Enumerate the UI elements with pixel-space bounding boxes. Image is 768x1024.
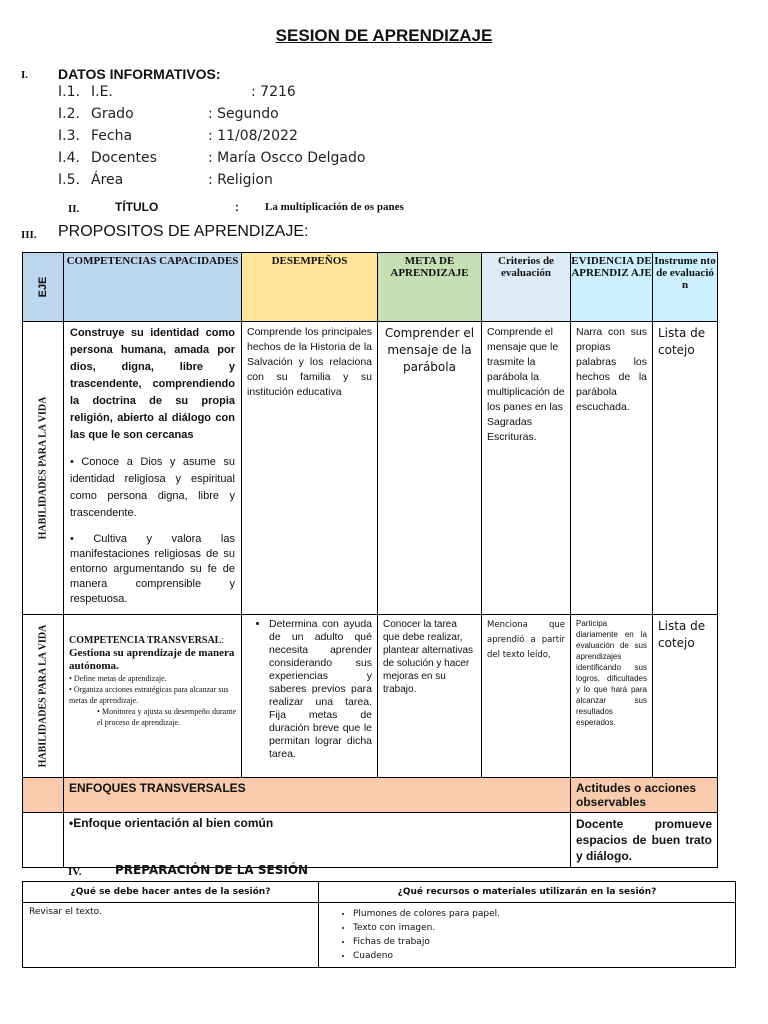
info-value: : Segundo bbox=[208, 106, 279, 122]
info-label: Área bbox=[91, 172, 124, 188]
title-label: TÍTULO bbox=[115, 200, 159, 214]
prep-header-row bbox=[23, 882, 736, 903]
header-evidencia: EVIDENCIA DE APRENDIZ AJE bbox=[571, 253, 653, 322]
title-colon: : bbox=[235, 200, 239, 214]
capacidad-item: • Conoce a Dios y asume su identidad religiosa y espiritual como persona digna, libre y trascendente. bbox=[70, 456, 235, 519]
capacidad-item: • Monitorea y ajusta su desempeño durante el proceso de aprendizaje. bbox=[97, 707, 236, 727]
info-code: I.5. bbox=[58, 172, 80, 188]
info-row-docentes bbox=[58, 150, 458, 172]
evidencia-cell: Participa diariamente en la evaluación de sus aprendizajes identificando sus logros, dificultades y lo que hará para alcanzar sus resultados esperados. bbox=[571, 615, 653, 778]
meta-cell: Comprender el mensaje de la parábola bbox=[378, 322, 482, 615]
info-value: : María Oscco Delgado bbox=[208, 150, 366, 166]
enfoques-empty bbox=[23, 813, 64, 868]
enfoques-corner bbox=[23, 778, 64, 813]
prep-recursos-cell bbox=[319, 903, 736, 968]
competencia-cell bbox=[64, 322, 242, 615]
enfoques-header: ENFOQUES TRANSVERSALES bbox=[64, 778, 571, 813]
prep-row bbox=[23, 903, 736, 968]
list-item: • Texto con imagen. bbox=[353, 921, 729, 935]
desempeno-cell: Comprende los principales hechos de la Historia de la Salvación y los relaciona con su familia y su institución educativa bbox=[242, 322, 378, 615]
section-heading: PREPARACIÓN DE LA SESIÓN bbox=[115, 863, 309, 877]
info-code: I.4. bbox=[58, 150, 80, 166]
capacidad-item: • Cultiva y valora las manifestaciones religiosas de su entorno argumentando su fe de manera comprensible y respetuosa. bbox=[70, 533, 235, 605]
info-row-area bbox=[58, 172, 458, 194]
info-row-ie bbox=[58, 84, 458, 106]
competencia-title: Gestiona su aprendizaje de manera autónoma. bbox=[69, 647, 235, 672]
info-code: I.2. bbox=[58, 106, 80, 122]
desempeno-cell: • Determina con ayuda de un adulto qué necesita aprender considerando sus experiencias y saberes previos para realizar una tarea. Fija metas de duración breve que le permitan lograr dicha tarea. bbox=[242, 615, 378, 778]
capacidad-item: • Define metas de aprendizaje. bbox=[69, 674, 167, 683]
document-title: SESION DE APRENDIZAJE bbox=[275, 26, 493, 45]
section-number: IV. bbox=[68, 866, 82, 878]
info-row-grado bbox=[58, 106, 458, 128]
enfoques-row bbox=[23, 813, 718, 868]
section-heading: PROPOSITOS DE APRENDIZAJE: bbox=[58, 223, 309, 240]
competencia-text: Construye su identidad como persona humana, amada por dios, digna, libre y trascendente, comprendiendo la doctrina de su propia religión, abierto al diálogo con las que le son cercanas bbox=[70, 327, 235, 441]
competencia-transversal: COMPETENCIA TRANSVERSAL: bbox=[69, 635, 225, 646]
eje-cell: HABILIDADES PARA LA VIDA bbox=[23, 322, 64, 615]
header-eje: EJE bbox=[23, 253, 64, 322]
info-code: I.1. bbox=[58, 84, 80, 100]
meta-cell: Conocer la tarea que debe realizar, plantear alternativas de solución y hacer mejoras en su trabajo. bbox=[378, 615, 482, 778]
header-instrumento: Instrume nto de evaluació n bbox=[653, 253, 718, 322]
section-number: III. bbox=[21, 229, 37, 241]
section-number: II. bbox=[68, 203, 80, 215]
info-value: : 7216 bbox=[251, 84, 296, 100]
actitud-cell: Docente promueve espacios de buen trato y diálogo. bbox=[571, 813, 718, 868]
info-value: : 11/08/2022 bbox=[208, 128, 298, 144]
info-code: I.3. bbox=[58, 128, 80, 144]
info-label: Grado bbox=[91, 106, 134, 122]
prep-header-antes: ¿Qué se debe hacer antes de la sesión? bbox=[23, 882, 319, 903]
info-label: Docentes bbox=[91, 150, 157, 166]
prep-antes-cell: Revisar el texto. bbox=[23, 903, 319, 968]
info-label: I.E. bbox=[91, 84, 113, 100]
preparation-table bbox=[22, 881, 736, 968]
section-heading: DATOS INFORMATIVOS: bbox=[58, 66, 221, 82]
instrumento-cell: Lista de cotejo bbox=[653, 322, 718, 615]
info-label: Fecha bbox=[91, 128, 133, 144]
list-item: • Plumones de colores para papel. bbox=[353, 907, 729, 921]
section-number: I. bbox=[21, 69, 29, 81]
header-criterios: Criterios de evaluación bbox=[482, 253, 571, 322]
table-row bbox=[23, 615, 718, 778]
learning-purposes-table bbox=[22, 252, 718, 868]
enfoques-header-row bbox=[23, 778, 718, 813]
info-row-fecha bbox=[58, 128, 458, 150]
instrumento-cell: Lista de cotejo bbox=[653, 615, 718, 778]
evidencia-cell: Narra con sus propias palabras los hechos de la parábola escuchada. bbox=[571, 322, 653, 615]
criterio-cell: Menciona que aprendió a partir del texto leído, bbox=[482, 615, 571, 778]
actitudes-header: Actitudes o acciones observables bbox=[571, 778, 718, 813]
prep-header-recursos: ¿Qué recursos o materiales utilizarán en la sesión? bbox=[319, 882, 736, 903]
table-row bbox=[23, 322, 718, 615]
list-item: • Cuadeno bbox=[353, 949, 729, 963]
list-item: • Fichas de trabajo bbox=[353, 935, 729, 949]
criterio-cell: Comprende el mensaje que le trasmite la parábola la multiplicación de los panes en las Sagradas Escrituras. bbox=[482, 322, 571, 615]
info-value: : Religion bbox=[208, 172, 273, 188]
header-competencias: COMPETENCIAS CAPACIDADES bbox=[64, 253, 242, 322]
competencia-cell bbox=[64, 615, 242, 778]
header-desempenos: DESEMPEÑOS bbox=[242, 253, 378, 322]
session-title: La multiplicación de os panes bbox=[265, 201, 404, 213]
enfoque-cell: •Enfoque orientación al bien común bbox=[64, 813, 571, 868]
eje-cell: HABILIDADES PARA LA VIDA bbox=[23, 615, 64, 778]
capacidad-item: • Organiza acciones estratégicas para alcanzar sus metas de aprendizaje. bbox=[69, 685, 229, 705]
header-meta: META DE APRENDIZAJE bbox=[378, 253, 482, 322]
table-header-row bbox=[23, 253, 718, 322]
